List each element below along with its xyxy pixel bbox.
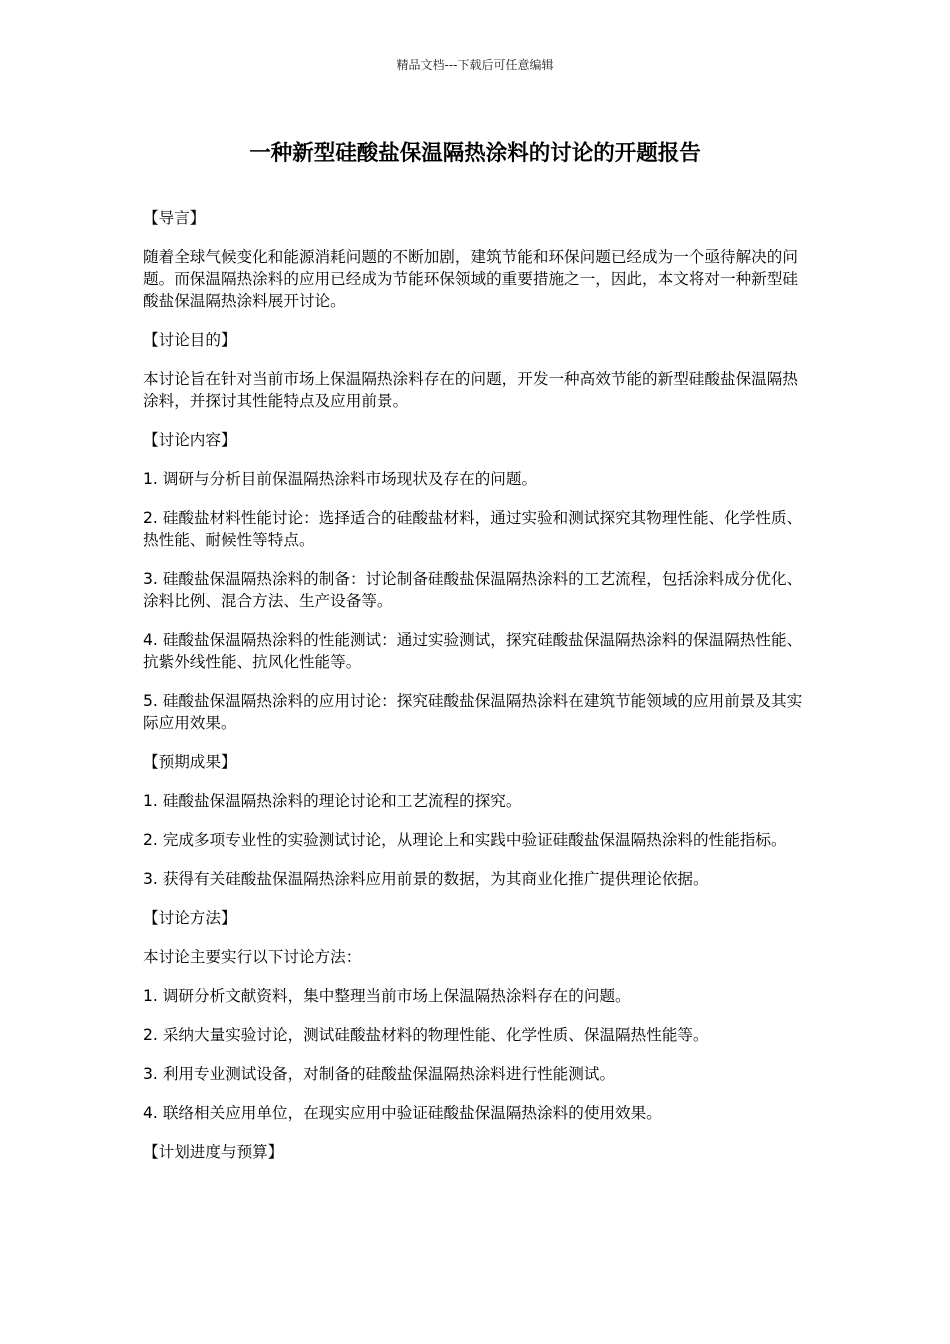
purpose-paragraph: 本讨论旨在针对当前市场上保温隔热涂料存在的问题，开发一种高效节能的新型硅酸盐保温隔热涂料，并探讨其性能特点及应用前景。 xyxy=(143,370,798,410)
header-note: 精品文档---下载后可任意编辑 xyxy=(396,58,554,72)
list-item: 4. 联络相关应用单位，在现实应用中验证硅酸盐保温隔热涂料的使用效果。 xyxy=(143,1104,662,1122)
list-item: 5. 硅酸盐保温隔热涂料的应用讨论：探究硅酸盐保温隔热涂料在建筑节能领域的应用前景及其实际应用效果。 xyxy=(143,692,803,732)
list-item: 3. 获得有关硅酸盐保温隔热涂料应用前景的数据，为其商业化推广提供理论依据。 xyxy=(143,870,709,888)
list-item: 1. 硅酸盐保温隔热涂料的理论讨论和工艺流程的探究。 xyxy=(143,792,522,810)
list-item: 4. 硅酸盐保温隔热涂料的性能测试：通过实验测试，探究硅酸盐保温隔热涂料的保温隔热性能、抗紫外线性能、抗风化性能等。 xyxy=(143,631,803,671)
list-item: 1. 调研与分析目前保温隔热涂料市场现状及存在的问题。 xyxy=(143,470,538,488)
list-item: 2. 硅酸盐材料性能讨论：选择适合的硅酸盐材料，通过实验和测试探究其物理性能、化学性质、热性能、耐候性等特点。 xyxy=(143,509,803,549)
section-heading-plan: 【计划进度与预算】 xyxy=(143,1143,284,1161)
methods-intro: 本讨论主要实行以下讨论方法： xyxy=(143,948,362,966)
section-heading-results: 【预期成果】 xyxy=(143,753,237,771)
list-item: 2. 完成多项专业性的实验测试讨论，从理论上和实践中验证硅酸盐保温隔热涂料的性能指标。 xyxy=(143,831,787,849)
section-heading-content: 【讨论内容】 xyxy=(143,431,237,449)
intro-paragraph: 随着全球气候变化和能源消耗问题的不断加剧，建筑节能和环保问题已经成为一个亟待解决的问题。而保温隔热涂料的应用已经成为节能环保领域的重要措施之一，因此，本文将对一种新型硅酸盐保温隔热涂料展开讨论。 xyxy=(143,248,798,310)
section-heading-intro: 【导言】 xyxy=(143,209,206,227)
section-heading-methods: 【讨论方法】 xyxy=(143,909,237,927)
list-item: 3. 硅酸盐保温隔热涂料的制备：讨论制备硅酸盐保温隔热涂料的工艺流程，包括涂料成分优化、涂料比例、混合方法、生产设备等。 xyxy=(143,570,803,610)
list-item: 3. 利用专业测试设备，对制备的硅酸盐保温隔热涂料进行性能测试。 xyxy=(143,1065,616,1083)
list-item: 2. 采纳大量实验讨论，测试硅酸盐材料的物理性能、化学性质、保温隔热性能等。 xyxy=(143,1026,709,1044)
document-title: 一种新型硅酸盐保温隔热涂料的讨论的开题报告 xyxy=(249,141,701,166)
section-heading-purpose: 【讨论目的】 xyxy=(143,331,237,349)
list-item: 1. 调研分析文献资料，集中整理当前市场上保温隔热涂料存在的问题。 xyxy=(143,987,631,1005)
document-body xyxy=(143,207,803,1180)
